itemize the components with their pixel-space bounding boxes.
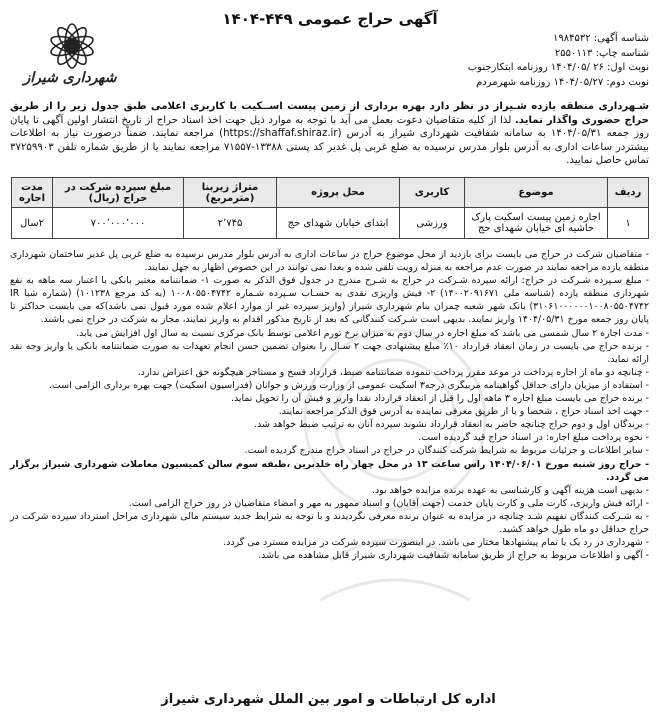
list-item: - سایر اطلاعات و جزئیات مربوط به شرایط شرکت کنندگان در حراج در اسناد حراج مندرج گردیده است. <box>244 445 649 457</box>
auction-table <box>11 177 649 239</box>
notice-title: آگهی حراج عمومی ۴۴۹-۱۴۰۴ <box>222 10 438 28</box>
header-deposit: مبلغ سپرده شرکت در حراج (ریال) <box>53 178 184 208</box>
list-item: - برندگان اول و دوم حراج چنانچه حاضر به انعقاد قرارداد نشوند سپرده آنان به ترتیب ضبط خواهد شد. <box>254 419 649 431</box>
first-publication: نوبت اول: ۲۶ /۱۴۰۴/۰۵ روزنامه ابتکارجنوب <box>467 62 649 73</box>
list-item: - آگهی و اطلاعات مربوط به حراج از طریق سامانه شفافیت شهرداری شیراز قابل مشاهده می باشد. <box>258 550 649 562</box>
footer-signature: اداره کل ارتباطات و امور بین الملل شهرداری شیراز <box>161 692 496 707</box>
header-subject: موضوع <box>465 178 608 208</box>
cell-row-number: ۱ <box>608 208 649 239</box>
intro-paragraph <box>10 100 649 168</box>
header-usage: کاربری <box>400 178 465 208</box>
list-item: - حراج روز شنبه مورخ ۱۴۰۴/۰۶/۰۱ راس ساعت ۱۳ در محل چهار راه خلدبرین ،طبقه سوم سالن کمیسیون معاملات شهرداری شیراز برگزار می گردد. <box>10 458 649 483</box>
list-item: - چنانچه دو ماه از اجاره پرداخت در موعد مقرر پرداخت ننموده ضمانتنامه ضبط، قرارداد فسخ و مستاجر هیچگونه حق اعتراض ندارد. <box>137 366 649 378</box>
cell-location: ابتدای خیابان شهدای حج <box>277 208 400 239</box>
cell-duration: ۲سال <box>12 208 53 239</box>
list-item: - بدیهی است هزینه آگهی و کارشناسی به عهده برنده مزایده خواهد بود. <box>371 484 649 496</box>
intro-rest: لذا از کلیه متقاضیان دعوت بعمل می آید با توجه به موارد ذیل جهت اخذ اسناد حراج از تاریخ انتشار اولین آگهی تا پایان روز جمعه ۱۴۰۴/۰۵/۳۱ به سامانه شفافیت شهرداری شیراز به آدرس (https://shaffaf.shiraz.ir) مراجعه نمایند. ضمناً درصورت نیاز به اطلاعات بیشتردر ساعات اداری به آدرس بلوار مدرس نرسیده به ضلع غربی پل غدیر کد پستی ۱۳۳۸۸-۷۱۵۵۷ مراجعه نمایند یا از طریق شماره تلفن ۳۷۲۵۹۹۰۳ تماس حاصل نمایید. <box>10 114 649 166</box>
table-header-row <box>12 178 649 208</box>
list-item: - مبلغ سـپرده شـرکت در حراج: ارائه سپرده شـرکت در حراج به شـرح مندرج در جدول فوق الذکر به صورت ۱- ضمانتنامه معتبر بانکی با اعتبار سه ماهه به نفع شهرداری منطقه یازده (شناسه ملی ۱۴۰۰۲۰۹۱۶۷۱) ۲- فیش واریزی نقدی به حسـاب سـپرده شـماره ۱۰۰۸۰۵۵۰۴۷۴۲ (به کد مرجع ۱۰۱۲۳۸) (شماره شبا IR ۳۱۰۶۱۰۰۰۰۰۰۱۰۰۸۰۵۵۰۴۷۴۲) بانک شهر شعبه چمران بنام شهرداری شیراز (واریز سپرده غیر از موارد اعلام شده مورد قبول نمی باشد)که می بایست حداکثر تا پایان روز جمعه مورخ ۱۴۰۴/۰۵/۳۱ واریز نمایند. بدیهی است شـرکت کنندگانی که بعد از تاریخ مذکور اقدام به واریز نمایند، مجاز به شرکت در حراج نمی باشند. <box>10 275 650 326</box>
intro-bold: شـهرداری منطقه یازده شـیراز در نظر دارد بهره برداری از زمین پیست اســکیت با کاربری اعلامی طبق جدول زیر را از طریق حراج حضوری واگذار نماید. <box>10 101 649 126</box>
list-item: - شهرداری در رد یک یا تمام پیشنهادها مختار می باشد. در اینصورت سپرده شرکت در مزایده مسترد می گردد. <box>223 537 649 549</box>
list-item: - استفاده از میزبان دارای حداقل گواهینامه مربیگری درجه۳ اسکیت عمومی از وزارت ورزش و جوانان (فدراسیون اسکیت) جهت بهره برداری الزامی است. <box>49 379 649 391</box>
second-publication: نوبت دوم: ۱۴۰۴/۰۵/۲۷ روزنامه شهرمردم <box>476 76 649 88</box>
list-item: - برنده حراج می بایست مبلغ اجاره ۳ ماهه اول را قبل از انعقاد قرارداد نقدا واریز و فیش آن را تحویل نماید. <box>230 393 649 405</box>
logo-text: شهرداری شیراز <box>23 70 117 86</box>
table-row <box>12 208 649 239</box>
list-item: - به شـرکت کنندگان تفهیم شـد چنانچه در مزایده به عنوان برنده معرفی نگردیدند و با توجه به شرایط جدید سیستم مالی شهرداری مراحل استرداد سپرده شرکت در حراج حداقل دو ماه طول خواهد کشید. <box>10 510 649 535</box>
list-item: - جهت اخذ اسناد حراج ، شخصا و یا از طریق معرفی نماینده به آدرس فوق الذکر مراجعه نمایند. <box>278 406 649 418</box>
notice-meta <box>329 32 649 90</box>
print-id: شناسه چاپ: ۲۵۵۰۱۱۳ <box>554 47 649 59</box>
list-item: - ارائه فیش واریزی، کارت ملی و کارت پایان خدمت (جهت آقایان) و اسناد ممهور به مهر و امضاء متقاضیان در روز حراج الزامی است. <box>128 497 649 509</box>
list-item: - نحوه پرداخت مبلغ اجاره: در اسناد حراج قید گردیده است. <box>418 432 649 444</box>
header-row-number: ردیف <box>608 178 649 208</box>
shiraz-municipality-logo-icon <box>18 12 126 100</box>
header-area: متراژ زیربنا (مترمربع) <box>184 178 277 208</box>
cell-deposit: ۷۰۰٬۰۰۰٬۰۰۰ <box>53 208 184 239</box>
cell-usage: ورزشی <box>400 208 465 239</box>
cell-subject: اجاره زمین پیست اسکیت پارک حاشیه ای خیابان شهدای حج <box>465 208 608 239</box>
list-item: - متقاضیان شرکت در حراج می بایست برای بازدید از محل موضوع حراج در ساعات اداری به آدرس بلوار مدرس نرسیده به ضلع غربی پل غدیر ساختمان شهرداری منطقه یازده مراجعه نمایند در صورت عدم مراجعه به منزله رویت تلقی شده و بعدا نمی توانند در این خصوص اظهار به جهل نمایند. <box>10 249 649 274</box>
ad-id: شناسه آگهی: ۱۹۸۴۵۳۲ <box>552 33 649 44</box>
list-item: - مدت اجاره ۲ سال شمسی می باشد که مبلغ اجاره در سال دوم به میزان نرخ تورم اعلامی توسط بانک مرکزی نسبت به سال اول افزایش می یابد. <box>76 327 649 339</box>
list-item: - برنده حراج می بایست در زمان انعقاد قرارداد ۱۰٪ مبلغ پیشنهادی جهت ۲ سـال را بعنوان تضمین حسن انجام تعهدات به صورت ضمانتنامه بانکی یا واریز وجه نقد ارائه نماید. <box>10 340 649 365</box>
cell-area: ۲٬۷۴۵ <box>184 208 277 239</box>
header-location: محل پروژه <box>277 178 400 208</box>
conditions-list <box>10 248 649 562</box>
header-duration: مدت اجاره <box>12 178 53 208</box>
